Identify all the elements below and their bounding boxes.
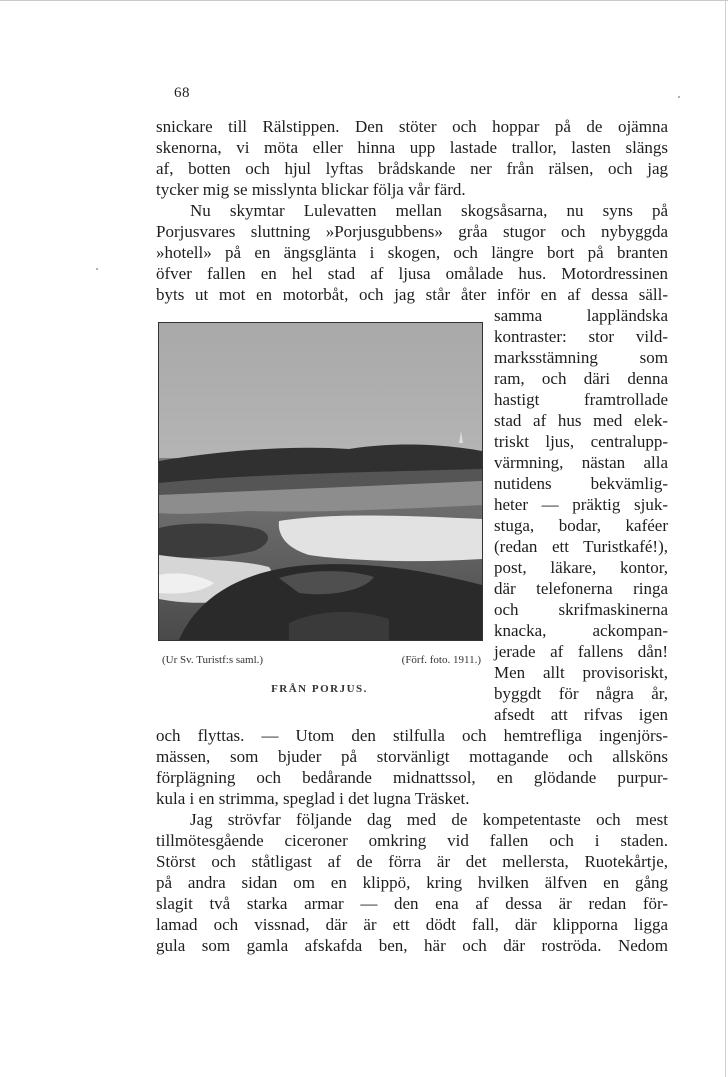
text-line: kontraster: stor vild- (494, 327, 668, 346)
text-line: jerade af fallens dån! (494, 642, 668, 661)
text-line: Jag strövfar följande dag med de kompetentaste och mest (190, 810, 668, 829)
text-line: mässen, som bjuder på storvänligt mottagande och allsköns (156, 747, 668, 766)
text-line: lamad och vissnad, där är ett dödt fall, där klipporna ligga (156, 915, 668, 934)
text-line: heter — präktig sjuk- (494, 495, 668, 514)
text-line: marksstämning som (494, 348, 668, 367)
text-line: Störst och ståtligast af de förra är det mellersta, Ruotekårtje, (156, 852, 668, 871)
text-line: knacka, ackompan- (494, 621, 668, 640)
text-line: slagit två starka armar — den ena af dessa är redan för- (156, 894, 668, 913)
text-line: samma lappländska (494, 306, 668, 325)
text-line: tillmötesgående ciceroner omkring vid fallen och i staden. (156, 831, 668, 850)
figure-credit (158, 654, 481, 670)
scan-speck (96, 268, 98, 270)
text-line: af, botten och hjul lyftas brådskande ner från rälsen, och jag (156, 159, 668, 178)
page-number: 68 (174, 85, 190, 101)
text-line: Nu skymtar Lulevatten mellan skogsåsarna, nu syns på (190, 201, 668, 220)
text-line: afsedt att rifvas igen (494, 705, 668, 724)
text-line: hastigt framtrollade (494, 390, 668, 409)
text-line: triskt ljus, centralupp- (494, 432, 668, 451)
text-line: och skrifmaskinerna (494, 600, 668, 619)
page-edge-right (725, 0, 726, 1077)
photo-porjus (158, 322, 483, 641)
text-line: ram, och däri denna (494, 369, 668, 388)
figure-title: FRÅN PORJUS. (271, 683, 368, 695)
text-line: »hotell» på en ängsglänta i skogen, och längre bort på branten (156, 243, 668, 262)
page-edge-top (0, 0, 728, 1)
text-line: nutidens bekvämlig- (494, 474, 668, 493)
text-line: värmning, nästan alla (494, 453, 668, 472)
text-line: tycker mig se misslynta blickar följa vår färd. (156, 180, 466, 199)
text-line: byts ut mot en motorbåt, och jag står åter inför en af dessa säll- (156, 285, 668, 304)
text-line: skenorna, vi möta eller hinna upp lastade trallor, lasten slängs (156, 138, 668, 157)
text-line: kula i en strimma, speglad i det lugna Träsket. (156, 789, 470, 808)
text-line: på andra sidan om en klippö, kring hvilken älfven en gång (156, 873, 668, 892)
text-line: där telefonerna ringa (494, 579, 668, 598)
figure-credit-source: (Ur Sv. Turistf:s saml.) (162, 654, 264, 666)
text-line: och flyttas. — Utom den stilfulla och hemtrefliga ingenjörs- (156, 726, 668, 745)
text-line: stad af hus med elek- (494, 411, 668, 430)
text-line: byggdt för några år, (494, 684, 668, 703)
text-line: post, läkare, kontor, (494, 558, 668, 577)
text-line: Porjusvares sluttning »Porjusgubbens» gråa stugor och nybyggda (156, 222, 668, 241)
text-line: (redan ett Turistkafé!), (494, 537, 668, 556)
figure-credit-photo: (Förf. foto. 1911.) (401, 654, 481, 666)
scan-speck (678, 96, 680, 98)
text-line: förplägning och bedårande midnattssol, en glödande purpur- (156, 768, 668, 787)
text-line: stuga, bodar, kaféer (494, 516, 668, 535)
text-line: Men allt provisoriskt, (494, 663, 668, 682)
text-line: gula som gamla afskafda ben, här och där roströda. Nedom (156, 936, 668, 955)
text-line: snickare till Rälstippen. Den stöter och hoppar på de ojämna (156, 117, 668, 136)
text-line: öfver fallen en hel stad af ljusa omålade hus. Motordressinen (156, 264, 668, 283)
